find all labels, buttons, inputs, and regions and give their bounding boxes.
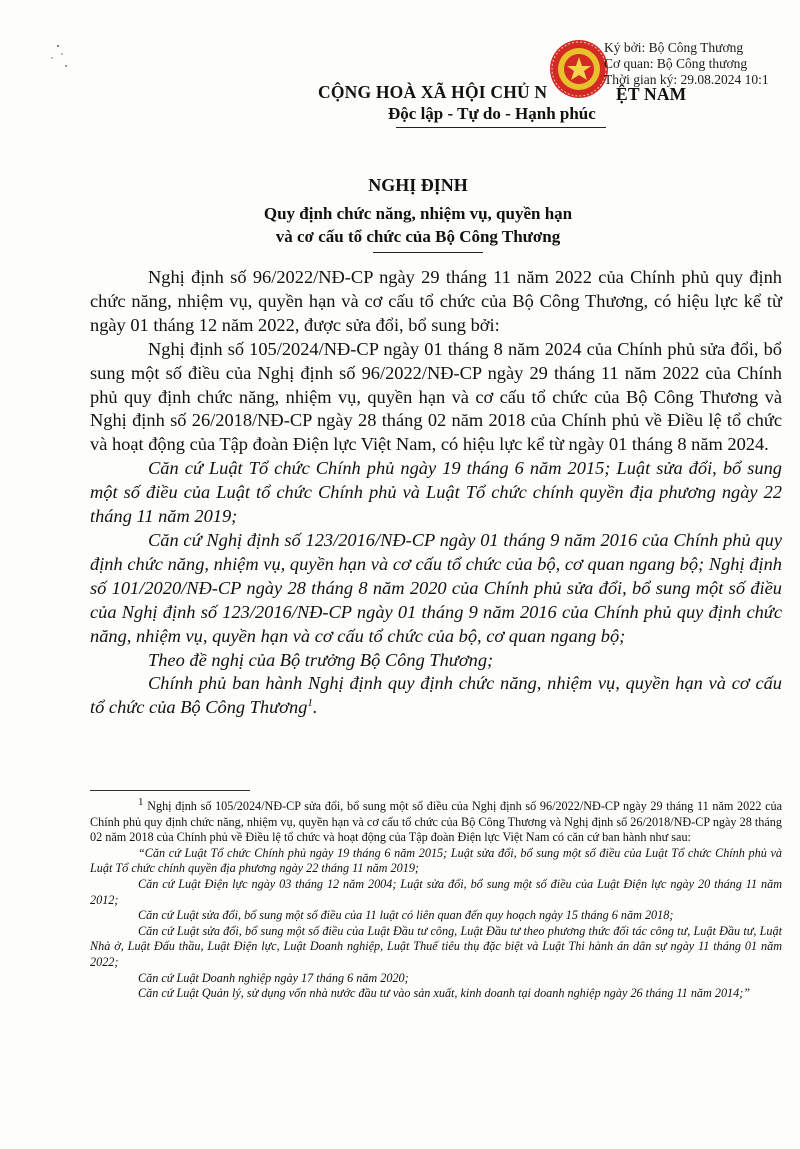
digital-signature-info xyxy=(604,40,769,88)
signature-signer: Ký bởi: Bộ Công Thương xyxy=(604,40,744,55)
document-subtitle-line2: và cơ cấu tổ chức của Bộ Công Thương xyxy=(275,227,561,246)
document-body xyxy=(90,266,782,720)
footnote-item: “Căn cứ Luật Tổ chức Chính phủ ngày 19 tháng 6 năm 2015; Luật sửa đổi, bổ sung một số điều của Luật Tổ chức Chính phủ và Luật Tổ chức chính quyền địa phương ngày 22 tháng 11 năm 2019; xyxy=(90,845,782,876)
national-title-tail: ỆT NAM xyxy=(616,84,687,104)
paragraph-amendment: Nghị định số 105/2024/NĐ-CP ngày 01 tháng 8 năm 2024 của Chính phủ sửa đổi, bổ sung một số điều của Nghị định số 96/2022/NĐ-CP ngày 29 tháng 11 năm 2022 của Chính phủ quy định chức năng, nhiệm vụ, quyền hạn và cơ cấu tổ chức của Bộ Công Thương và Nghị định số 26/2018/NĐ-CP ngày 28 tháng 02 năm 2018 của Chính phủ về Điều lệ tổ chức và hoạt động của Tập đoàn Điện lực Việt Nam, có hiệu lực kể từ ngày 01 tháng 8 năm 2024. xyxy=(90,338,782,455)
national-title-text: CỘNG HOÀ XÃ HỘI CHỦ N xyxy=(318,82,548,102)
national-title xyxy=(318,82,687,104)
scan-specks xyxy=(30,40,90,80)
footnote-item: Căn cứ Luật Doanh nghiệp ngày 17 tháng 6 năm 2020; xyxy=(138,970,409,985)
document-subtitle-line1: Quy định chức năng, nhiệm vụ, quyền hạn xyxy=(263,204,573,223)
paragraph-legal-basis-2: Căn cứ Nghị định số 123/2016/NĐ-CP ngày 01 tháng 9 năm 2016 của Chính phủ quy định chức năng, nhiệm vụ, quyền hạn và cơ cấu tổ chức của bộ, cơ quan ngang bộ; Nghị định số 101/2020/NĐ-CP ngày 28 tháng 8 năm 2020 của Chính phủ sửa đổi, bổ sung một số điều của Nghị định số 123/2016/NĐ-CP ngày 01 tháng 9 năm 2016 của Chính phủ quy định chức năng, nhiệm vụ, quyền hạn và cơ cấu tổ chức của bộ, cơ quan ngang bộ; xyxy=(90,529,782,646)
paragraph-promulgation: Chính phủ ban hành Nghị định quy định chức năng, nhiệm vụ, quyền hạn và cơ cấu tổ chức của Bộ Công Thương$^1$. xyxy=(90,673,782,718)
motto-underline xyxy=(396,127,606,128)
footnote-item: Căn cứ Luật Quản lý, sử dụng vốn nhà nước đầu tư vào sản xuất, kinh doanh tại doanh nghiệp ngày 26 tháng 11 năm 2014;” xyxy=(138,986,751,1001)
document-type: NGHỊ ĐỊNH xyxy=(368,175,468,195)
footnote-item: Căn cứ Luật sửa đổi, bổ sung một số điều của Luật Đầu tư công, Luật Đầu tư theo phương thức đối tác công tư, Luật Đầu tư, Luật Nhà ở, Luật Đấu thầu, Luật Điện lực, Luật Doanh nghiệp, Luật Thuế tiêu thụ đặc biệt và Luật Thi hành án dân sự ngày 11 tháng 01 năm 2022; xyxy=(90,923,782,969)
footnote-intro xyxy=(90,795,783,846)
national-motto: Độc lập - Tự do - Hạnh phúc xyxy=(388,104,596,123)
promulgation-text: Chính phủ ban hành Nghị định quy định chức năng, nhiệm vụ, quyền hạn và cơ cấu tổ chức của Bộ Công Thương xyxy=(90,673,782,718)
footnote-ref[interactable]: 1 xyxy=(307,697,313,710)
footnote-separator xyxy=(90,790,250,791)
paragraph-intro: Nghị định số 96/2022/NĐ-CP ngày 29 tháng 11 năm 2022 của Chính phủ quy định chức năng, nhiệm vụ, quyền hạn và cơ cấu tổ chức của Bộ Công Thương, có hiệu lực kể từ ngày 01 tháng 12 năm 2022, được sửa đổi, bổ sung bởi: xyxy=(90,267,782,335)
footnote-item: Căn cứ Luật sửa đổi, bổ sung một số điều của 11 luật có liên quan đến quy hoạch ngày 15 tháng 6 năm 2018; xyxy=(138,908,674,923)
subtitle-underline xyxy=(373,252,483,253)
state-emblem-seal-icon xyxy=(548,38,610,100)
paragraph-legal-basis-1: Căn cứ Luật Tổ chức Chính phủ ngày 19 tháng 6 năm 2015; Luật sửa đổi, bổ sung một số điều của Luật tổ chức Chính phủ và Luật Tổ chức chính quyền địa phương ngày 22 tháng 11 năm 2019; xyxy=(90,458,782,527)
footnote-number: 1 xyxy=(138,795,144,808)
footnotes xyxy=(90,795,783,1002)
signature-agency: Cơ quan: Bộ Công thương xyxy=(604,56,748,71)
paragraph-proposal: Theo đề nghị của Bộ trưởng Bộ Công Thương; xyxy=(148,649,494,670)
footnote-item: Căn cứ Luật Điện lực ngày 03 tháng 12 năm 2004; Luật sửa đổi, bổ sung một số điều của Luật Điện lực ngày 20 tháng 11 năm 2012; xyxy=(90,876,782,907)
footnote-intro-text: Nghị định số 105/2024/NĐ-CP sửa đổi, bổ sung một số điều của Nghị định số 96/2022/NĐ-CP ngày 29 tháng 11 năm 2022 của Chính phủ quy định chức năng, nhiệm vụ, quyền hạn và cơ cấu tổ chức của Bộ Công Thương và Nghị định số 26/2018/NĐ-CP ngày 28 tháng 02 năm 2018 của Chính phủ về Điều lệ tổ chức và hoạt động của Tập đoàn Điện lực Việt Nam có căn cứ ban hành như sau: xyxy=(90,799,783,845)
signature-time: Thời gian ký: 29.08.2024 10:1 xyxy=(604,72,769,87)
